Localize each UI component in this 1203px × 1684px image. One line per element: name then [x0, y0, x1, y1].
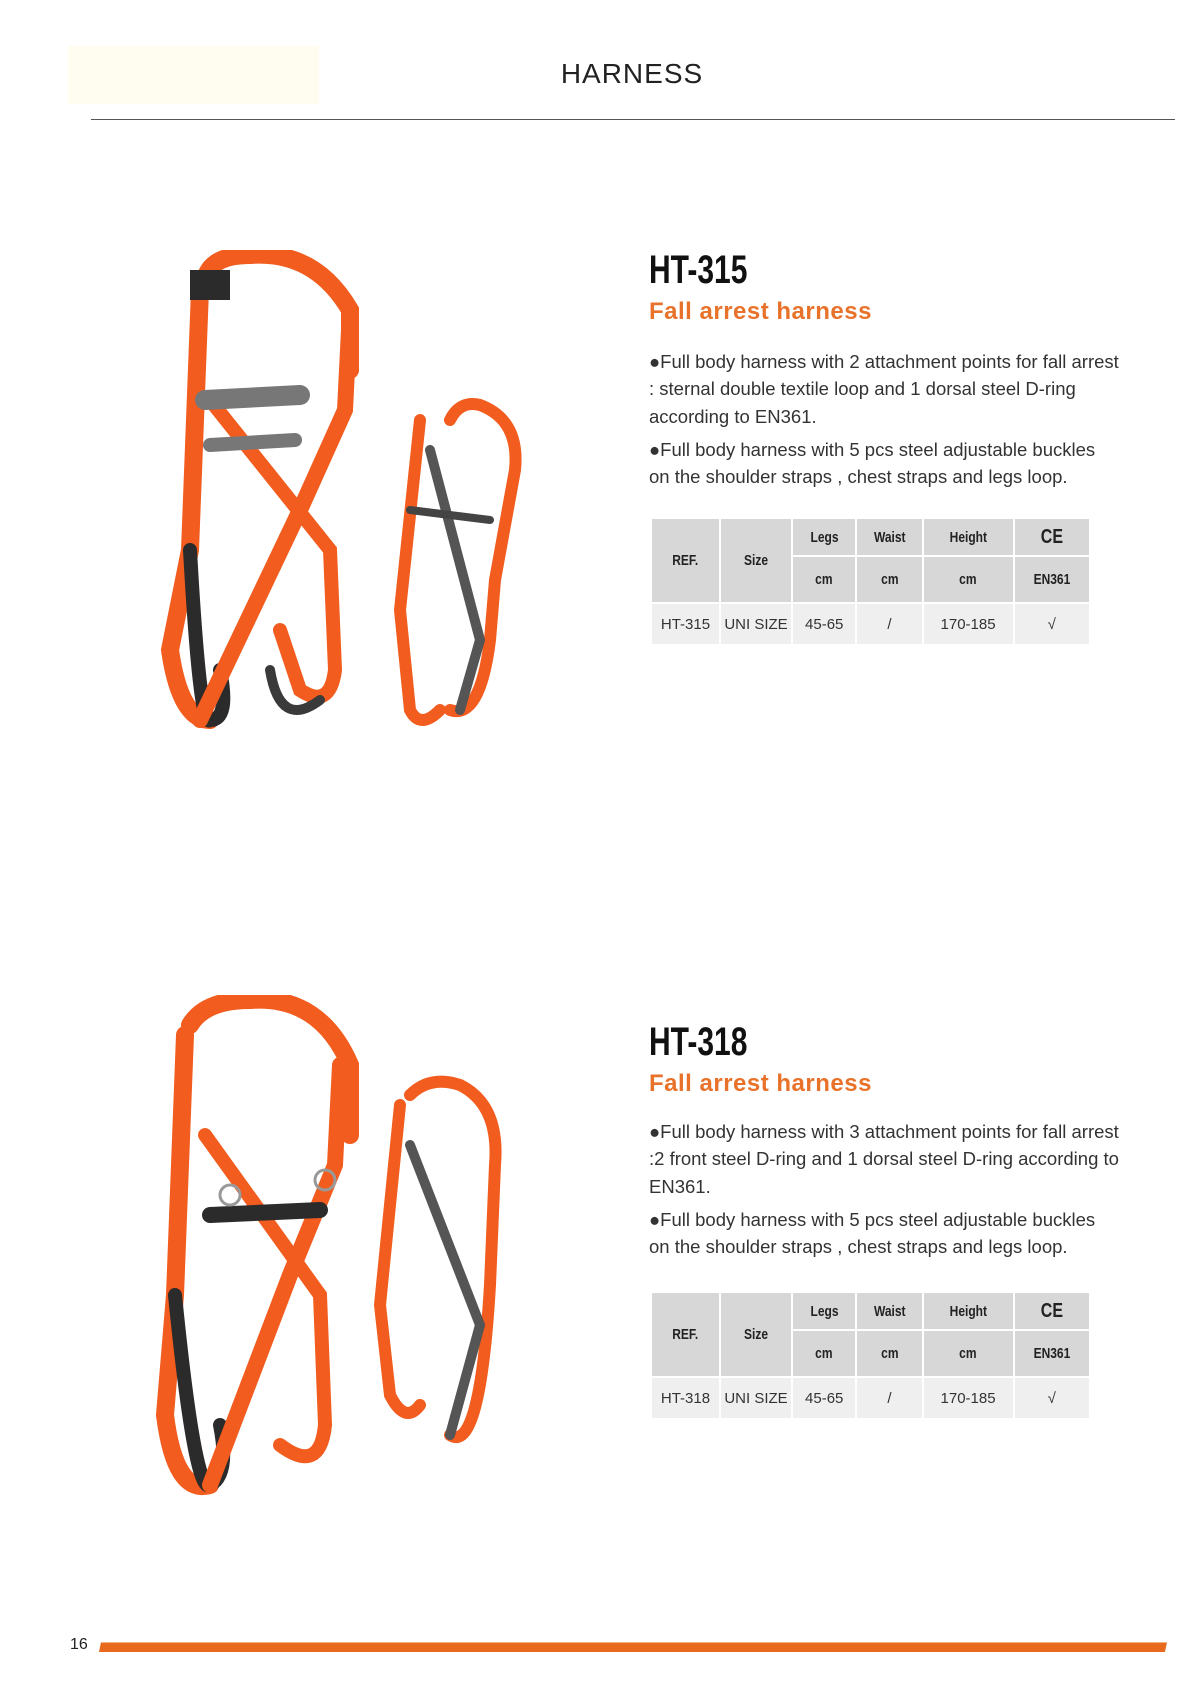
col-legs: Legs: [810, 1302, 839, 1320]
col-height: Height: [949, 1302, 987, 1320]
standard: EN361: [1033, 571, 1071, 588]
unit: cm: [815, 571, 833, 588]
cell: √: [1014, 603, 1090, 645]
harness-photo-ht-315: [150, 250, 580, 795]
unit: cm: [959, 571, 977, 588]
bullet: ●Full body harness with 3 attachment points for fall arrest :2 front steel D-ring and 1 dorsal steel D-ring according to EN361.: [649, 1121, 1119, 1197]
unit: cm: [959, 1345, 977, 1362]
footer-accent-bar: [99, 1642, 1167, 1652]
product-description: [649, 1118, 1119, 1266]
unit: cm: [880, 571, 899, 588]
cell: /: [856, 603, 922, 645]
product-subtitle: Fall arrest harness: [649, 1070, 872, 1097]
bullet: ●Full body harness with 5 pcs steel adjustable buckles on the shoulder straps , chest straps and legs loop.: [649, 1208, 1096, 1258]
col-height: Height: [949, 528, 987, 546]
col-size: Size: [743, 1326, 768, 1343]
unit: cm: [880, 1345, 899, 1362]
col-size: Size: [743, 552, 768, 569]
spec-table: [650, 1291, 1091, 1420]
cell: 170-185: [923, 603, 1014, 645]
ce-mark: CE: [1040, 525, 1063, 548]
unit: cm: [815, 1345, 833, 1362]
harness-photo-ht-318: [150, 995, 580, 1545]
bullet: ●Full body harness with 2 attachment points for fall arrest : sternal double textile loop and 1 dorsal steel D-ring according to EN361.: [649, 351, 1119, 427]
product-description: [649, 348, 1119, 496]
col-waist: Waist: [873, 1302, 906, 1320]
page-number: 16: [70, 1636, 88, 1653]
table-row: [651, 603, 1090, 645]
cell: √: [1014, 1377, 1090, 1419]
cell: HT-315: [651, 603, 720, 645]
col-ref: REF.: [672, 552, 699, 569]
product-subtitle: Fall arrest harness: [649, 298, 872, 325]
header-divider: [91, 119, 1175, 120]
standard: EN361: [1033, 1345, 1071, 1362]
cell: 45-65: [792, 1377, 856, 1419]
cell: UNI SIZE: [720, 603, 792, 645]
col-waist: Waist: [873, 528, 906, 546]
col-ref: REF.: [672, 1326, 699, 1343]
col-legs: Legs: [810, 528, 839, 546]
product-code: HT-318: [649, 1020, 748, 1064]
cell: /: [856, 1377, 922, 1419]
cell: 170-185: [923, 1377, 1014, 1419]
table-row: [651, 1377, 1090, 1419]
product-code: HT-315: [649, 248, 748, 292]
spec-table: [650, 517, 1091, 646]
cell: HT-318: [651, 1377, 720, 1419]
ce-mark: CE: [1040, 1299, 1063, 1322]
page-header-title: HARNESS: [560, 58, 704, 89]
bullet: ●Full body harness with 5 pcs steel adjustable buckles on the shoulder straps , chest straps and legs loop.: [649, 438, 1096, 488]
cell: UNI SIZE: [720, 1377, 792, 1419]
cell: 45-65: [792, 603, 856, 645]
